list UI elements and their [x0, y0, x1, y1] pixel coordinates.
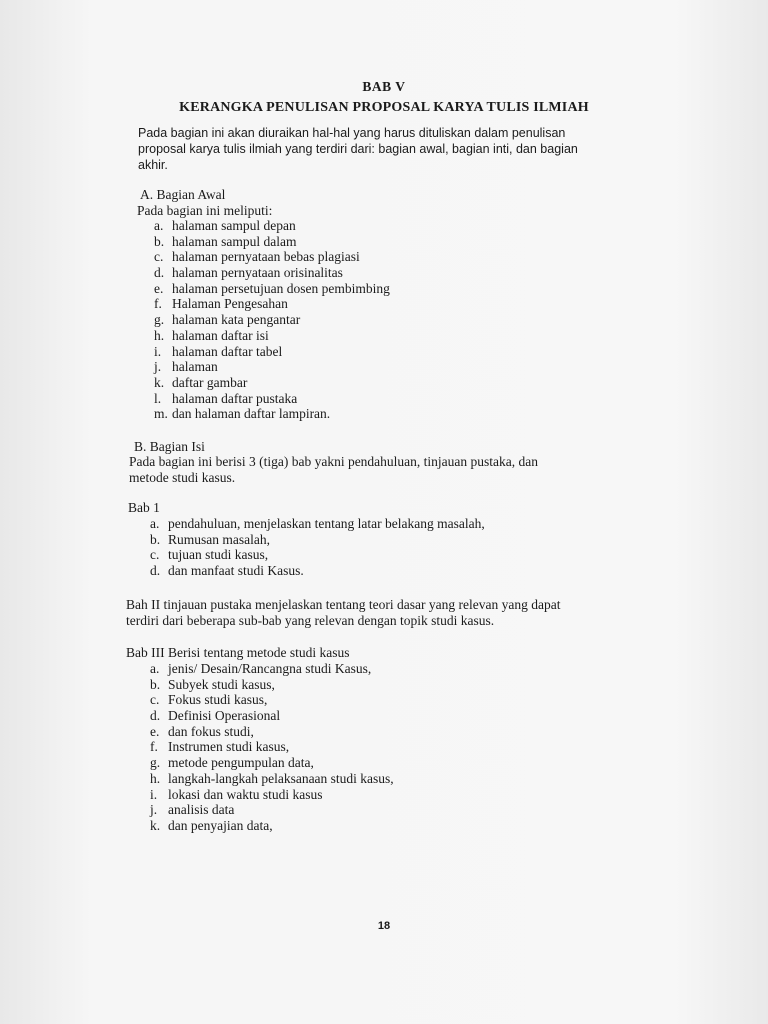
list-marker: a.	[150, 516, 160, 531]
list-item	[154, 265, 390, 281]
list-marker: i.	[150, 786, 158, 802]
list-item	[154, 328, 390, 344]
bab2-line-2: terdiri dari beberapa sub-bab yang relevan dengan topik studi kasus.	[126, 613, 495, 628]
list-item	[150, 677, 394, 693]
list-text: halaman	[172, 359, 218, 375]
list-text: daftar gambar	[172, 374, 248, 390]
list-item	[154, 218, 390, 234]
chapter-title: KERANGKA PENULISAN PROPOSAL KARYA TULIS ILMIAH	[179, 100, 589, 115]
list-marker: d.	[154, 265, 165, 281]
list-marker: b.	[150, 531, 161, 547]
list-item	[150, 692, 394, 708]
list-text: halaman persetujuan dosen pembimbing	[172, 280, 390, 296]
list-text: halaman daftar isi	[172, 327, 269, 343]
section-b-heading: B. Bagian Isi	[134, 439, 205, 454]
list-item	[150, 755, 394, 771]
list-marker: e.	[154, 280, 164, 296]
list-item	[154, 281, 390, 297]
list-item	[154, 312, 390, 328]
list-item	[154, 391, 390, 407]
intro-line-2: proposal karya tulis ilmiah yang terdiri dari: bagian awal, bagian inti, dan bagian	[138, 142, 578, 156]
list-text: dan penyajian data,	[168, 817, 273, 833]
section-a-lead: Pada bagian ini meliputi:	[137, 203, 273, 218]
list-marker: j.	[150, 802, 158, 818]
list-text: halaman daftar pustaka	[172, 390, 298, 406]
chapter-label: BAB V	[362, 79, 406, 94]
list-marker: b.	[150, 676, 161, 692]
list-marker: f.	[150, 739, 158, 755]
list-text: pendahuluan, menjelaskan tentang latar belakang masalah,	[168, 516, 485, 531]
list-item	[150, 547, 485, 563]
list-text: halaman kata pengantar	[172, 312, 301, 328]
list-item	[150, 739, 394, 755]
section-a-heading: A. Bagian Awal	[140, 187, 226, 202]
list-text: halaman sampul depan	[172, 218, 296, 233]
intro-line-3: akhir.	[138, 158, 168, 172]
list-text: Instrumen studi kasus,	[168, 739, 290, 755]
list-marker: c.	[150, 692, 160, 708]
page-number: 18	[377, 920, 391, 932]
list-text: dan fokus studi,	[168, 723, 254, 739]
list-item	[150, 802, 394, 818]
list-marker: d.	[150, 563, 161, 579]
bab3-list	[150, 661, 394, 834]
list-item	[150, 771, 394, 787]
intro-line-1: Pada bagian ini akan diuraikan hal-hal yang harus dituliskan dalam penulisan	[138, 126, 566, 140]
list-text: analisis data	[168, 802, 235, 818]
list-item	[154, 296, 390, 312]
list-marker: f.	[154, 296, 162, 312]
list-text: langkah-langkah pelaksanaan studi kasus,	[168, 770, 394, 786]
list-marker: k.	[150, 817, 161, 833]
list-marker: b.	[154, 233, 165, 249]
list-text: Halaman Pengesahan	[172, 296, 288, 312]
section-b-line-1: Pada bagian ini berisi 3 (tiga) bab yakni pendahuluan, tinjauan pustaka, dan	[129, 454, 539, 469]
list-item	[154, 375, 390, 391]
list-marker: k.	[154, 374, 165, 390]
list-item	[150, 661, 394, 677]
section-a-list	[154, 218, 390, 422]
list-marker: h.	[150, 770, 161, 786]
list-item	[150, 787, 394, 803]
list-text: Subyek studi kasus,	[168, 676, 275, 692]
list-item	[154, 344, 390, 360]
list-marker: l.	[154, 390, 162, 406]
list-text: dan manfaat studi Kasus.	[168, 563, 304, 579]
list-text: halaman sampul dalam	[172, 233, 297, 249]
list-text: dan halaman daftar lampiran.	[172, 406, 331, 422]
list-marker: a.	[150, 661, 160, 676]
list-item	[150, 818, 394, 834]
list-item	[154, 234, 390, 250]
bab2-line-1: Bah II tinjauan pustaka menjelaskan tentang teori dasar yang relevan yang dapat	[126, 597, 561, 612]
list-marker: d.	[150, 708, 161, 724]
list-marker: e.	[150, 723, 160, 739]
list-text: jenis/ Desain/Rancangna studi Kasus,	[168, 661, 372, 676]
list-marker: j.	[154, 359, 162, 375]
list-text: Rumusan masalah,	[168, 531, 270, 547]
bab1-list	[150, 516, 485, 579]
list-marker: g.	[150, 755, 161, 771]
list-item	[154, 249, 390, 265]
bab1-heading: Bab 1	[128, 500, 160, 515]
list-text: halaman pernyataan orisinalitas	[172, 265, 343, 281]
bab3-heading: Bab III Berisi tentang metode studi kasus	[126, 645, 350, 660]
list-marker: c.	[150, 547, 160, 563]
list-item	[150, 516, 485, 532]
list-item	[154, 406, 390, 422]
list-text: halaman pernyataan bebas plagiasi	[172, 249, 360, 265]
section-b-line-2: metode studi kasus.	[129, 470, 236, 485]
list-text: Definisi Operasional	[168, 708, 281, 724]
list-marker: g.	[154, 312, 165, 328]
list-text: Fokus studi kasus,	[168, 692, 268, 708]
list-item	[154, 359, 390, 375]
list-text: tujuan studi kasus,	[168, 547, 269, 563]
list-marker: m.	[154, 406, 168, 422]
list-text: lokasi dan waktu studi kasus	[168, 786, 323, 802]
list-marker: i.	[154, 343, 162, 359]
list-text: metode pengumpulan data,	[168, 755, 314, 771]
list-item	[150, 724, 394, 740]
list-marker: a.	[154, 218, 164, 233]
list-item	[150, 532, 485, 548]
list-marker: h.	[154, 327, 165, 343]
list-item	[150, 708, 394, 724]
list-text: halaman daftar tabel	[172, 343, 283, 359]
list-item	[150, 563, 485, 579]
list-marker: c.	[154, 249, 164, 265]
